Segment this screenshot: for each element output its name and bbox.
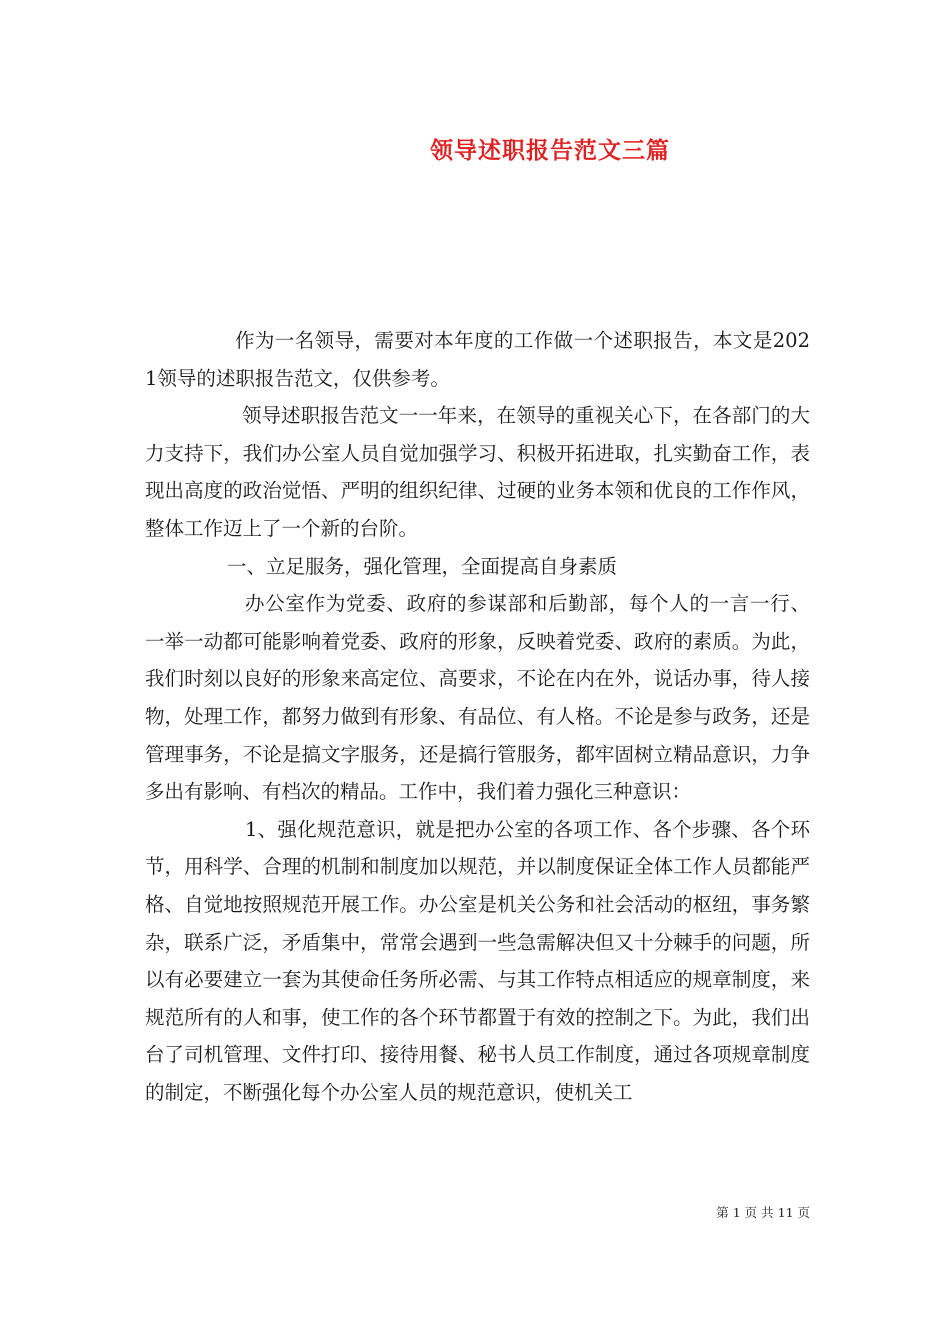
document-title: 领导述职报告范文三篇: [430, 137, 670, 164]
document-body: [145, 322, 810, 1111]
paragraph-opening: 领导述职报告范文一一年来，在领导的重视关心下，在各部门的大力支持下，我们办公室人员自觉加强学习、积极开拓进取，扎实勤奋工作，表现出高度的政治觉悟、严明的组织纪律、过硬的业务本领和优良的工作作风，整体工作迈上了一个新的台阶。: [145, 404, 810, 540]
paragraph-standardization: 1、强化规范意识，就是把办公室的各项工作、各个步骤、各个环节，用科学、合理的机制和制度加以规范，并以制度保证全体工作人员都能严格、自觉地按照规范开展工作。办公室是机关公务和社会活动的枢纽，事务繁杂，联系广泛，矛盾集中，常常会遇到一些急需解决但又十分棘手的问题，所以有必要建立一套为其使命任务所必需、与其工作特点相适应的规章制度，来规范所有的人和事，使工作的各个环节都置于有效的控制之下。为此，我们出台了司机管理、文件打印、接待用餐、秘书人员工作制度，通过各项规章制度的制定，不断强化每个办公室人员的规范意识，使机关工: [145, 817, 810, 1104]
paragraph-intro: 作为一名领导，需要对本年度的工作做一个述职报告，本文是2021领导的述职报告范文，仅供参考。: [145, 329, 810, 390]
paragraph-office-role: 办公室作为党委、政府的参谋部和后勤部，每个人的一言一行、一举一动都可能影响着党委、政府的形象，反映着党委、政府的素质。为此，我们时刻以良好的形象来高定位、高要求，不论在内在外，说话办事，待人接物，处理工作，都努力做到有形象、有品位、有人格。不论是参与政务，还是管理事务，不论是搞文字服务，还是搞行管服务，都牢固树立精品意识，力争多出有影响、有档次的精品。工作中，我们着力强化三种意识：: [145, 592, 810, 804]
page-number: 第 1 页 共 11 页: [716, 1205, 810, 1220]
section-heading: 一、立足服务，强化管理，全面提高自身素质: [227, 554, 618, 578]
